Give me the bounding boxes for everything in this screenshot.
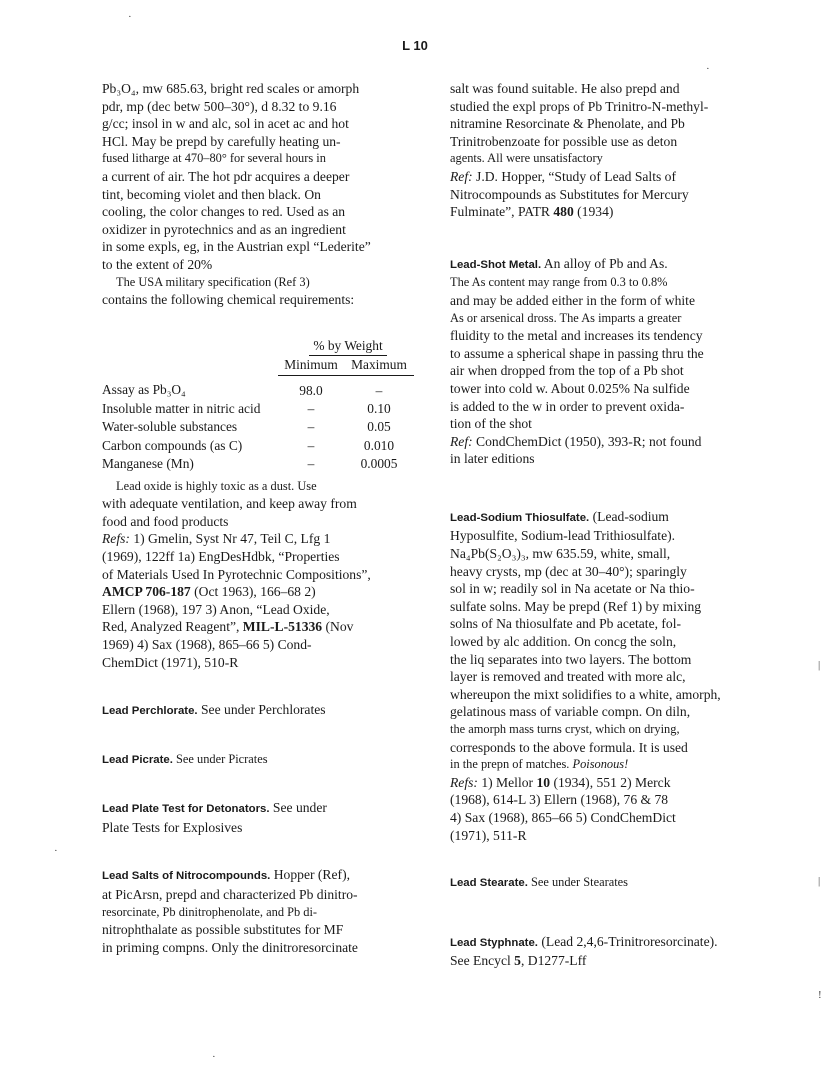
entry-text: See Encycl: [450, 953, 515, 969]
requirement-label: Carbon compounds (as C): [102, 437, 243, 453]
text-line: The As content may range from 0.3 to 0.8%: [450, 275, 668, 290]
poisonous-warning: Poisonous!: [572, 757, 629, 772]
entry-text: See under: [269, 800, 327, 816]
text-line: (1969), 122ff 1a) EngDesHdbk, “Properties: [102, 548, 340, 564]
lead-oxide-references: [102, 530, 432, 671]
text-line: food and food products: [102, 513, 229, 529]
text-line: in some expls, eg, in the Austrian expl “Lederite”: [102, 239, 371, 255]
text-line: (Nov: [322, 619, 354, 635]
scan-speck: !: [818, 989, 822, 1001]
chemical-requirements-table: [102, 337, 414, 474]
percent-by-weight-header: % by Weight: [309, 337, 386, 356]
table-row: [102, 375, 414, 400]
page-number: L 10: [402, 38, 428, 53]
text-line: nitrophthalate as possible substitutes for MF: [102, 922, 344, 938]
text-line: Hopper (Ref),: [270, 867, 350, 883]
scan-speck: ·: [54, 845, 58, 857]
table-row: [102, 400, 414, 418]
text-line: sol in w; readily sol in Na acetate or Na thio-: [450, 581, 695, 597]
text-line: (1971), 511-R: [450, 827, 527, 843]
table-row: [102, 418, 414, 436]
red-lead-oxide-description: [102, 80, 432, 274]
maximum-value: 0.10: [367, 400, 391, 416]
minimum-value: –: [307, 400, 315, 416]
requirement-label: Insoluble matter in nitric acid: [102, 400, 261, 416]
minimum-value: 98.0: [299, 382, 323, 398]
refs-label: Refs:: [450, 774, 478, 790]
text-line: pdr, mp (dec betw 500–30°), d 8.32 to 9.16: [102, 98, 337, 114]
text-line: gelatinous mass of variable compn. On diln,: [450, 704, 691, 720]
toxicity-note: [102, 478, 432, 531]
text-line: (1968), 614-L 3) Ellern (1968), 76 & 78: [450, 792, 669, 808]
text-line: of Materials Used In Pyrotechnic Compositions”,: [102, 566, 371, 582]
text-line: the amorph mass turns cryst, which on drying,: [450, 722, 680, 736]
text-line: the liq separates into two layers. The bottom: [450, 651, 692, 667]
text-line: Nitrocompounds as Substitutes for Mercury: [450, 186, 689, 202]
text-line: ChemDict (1971), 510-R: [102, 654, 239, 670]
maximum-value: 0.010: [363, 437, 395, 453]
text-line: fluidity to the metal and increases its tendency: [450, 328, 703, 344]
text-line: 1) Mellor: [477, 774, 537, 790]
text-line: Lead oxide is highly toxic as a dust. Use: [116, 478, 317, 493]
text-line: nitramine Resorcinate & Phenolate, and Pb: [450, 116, 685, 132]
text-line: Pb₃O₄, mw 685.63, bright red scales or amorph: [102, 81, 360, 96]
patr-number: 480: [553, 204, 574, 220]
mil-spec-reference: MIL-L-51336: [242, 619, 323, 635]
entry-title: Lead Stearate.: [450, 877, 528, 890]
entry-title: Lead Picrate.: [102, 753, 173, 766]
text-line: An alloy of Pb and As.: [541, 255, 668, 271]
text-line: The USA military specification (Ref 3): [116, 274, 310, 289]
text-line: at PicArsn, prepd and characterized Pb dinitro-: [102, 887, 358, 903]
text-line: fused litharge at 470–80° for several hours in: [102, 151, 326, 166]
text-line: sulfate solns. May be prepd (Ref 1) by mixing: [450, 598, 702, 614]
refs-label: Refs:: [102, 531, 130, 547]
text-line: Trinitrobenzoate for possible use as deton: [450, 133, 678, 149]
text-line: resorcinate, Pb dinitrophenolate, and Pb di-: [102, 904, 318, 919]
entry-title: Lead-Shot Metal.: [450, 258, 542, 271]
lead-salts-reference: [450, 168, 780, 221]
lead-stearate-entry: [450, 874, 780, 893]
maximum-value: –: [375, 382, 383, 398]
text-line: salt was found suitable. He also prepd and: [450, 81, 680, 96]
text-line: in the prepn of matches.: [450, 757, 573, 772]
text-line: in later editions: [450, 451, 535, 467]
text-line: a current of air. The hot pdr acquires a deeper: [102, 168, 350, 184]
text-line: CondChemDict (1950), 393-R; not found: [472, 433, 702, 449]
entry-title: Lead Plate Test for Detonators.: [102, 803, 270, 816]
text-line: tion of the shot: [450, 416, 532, 432]
lead-shot-metal-entry: [450, 255, 780, 468]
text-line: (1934), 551 2) Merck: [550, 774, 671, 790]
text-line: lowed by alc addition. On concg the soln,: [450, 634, 677, 650]
text-line: to assume a spherical shape in passing thru the: [450, 345, 704, 361]
entry-text: (Lead 2,4,6-Trinitroresorcinate).: [537, 933, 718, 949]
scan-speck: ·: [212, 1051, 216, 1063]
ref-label: Ref:: [450, 433, 473, 449]
entry-title: Lead Perchlorate.: [102, 705, 198, 718]
maximum-value: 0.05: [367, 419, 391, 435]
text-line: agents. All were unsatisfactory: [450, 151, 603, 166]
entry-text: See under Perchlorates: [197, 702, 326, 718]
lead-salts-continued: [450, 80, 780, 168]
lead-styphnate-entry: [450, 933, 780, 970]
minimum-column-header: Minimum: [278, 356, 344, 375]
lead-salts-entry: [102, 866, 432, 956]
lead-sodium-thiosulfate-entry: [450, 508, 780, 844]
scan-speck: ·: [706, 63, 710, 75]
text-line: J.D. Hopper, “Study of Lead Salts of: [472, 168, 676, 184]
entry-text: Plate Tests for Explosives: [102, 819, 243, 835]
text-line: tower into cold w. About 0.025% Na sulfide: [450, 380, 690, 396]
text-line: air when dropped from the top of a Pb shot: [450, 363, 684, 379]
text-line: to the extent of 20%: [102, 256, 213, 272]
minimum-value: –: [307, 419, 315, 435]
requirement-label: Assay as Pb₃O₄: [102, 382, 186, 398]
maximum-column-header: Maximum: [344, 356, 414, 375]
text-line: and may be added either in the form of white: [450, 292, 695, 308]
entry-title: Lead Salts of Nitrocompounds.: [102, 870, 271, 883]
text-line: Na₄Pb(S₂O₃)₃, mw 635.59, white, small,: [450, 546, 671, 562]
text-line: in priming compns. Only the dinitroresorcinate: [102, 939, 358, 955]
text-line: Red, Analyzed Reagent”,: [102, 619, 243, 635]
text-line: As or arsenical dross. The As imparts a greater: [450, 310, 682, 325]
text-line: Fulminate”, PATR: [450, 204, 554, 220]
scan-speck: |: [818, 875, 821, 887]
requirement-label: Water-soluble substances: [102, 419, 238, 435]
text-line: tint, becoming violet and then black. On: [102, 186, 321, 202]
ref-label: Ref:: [450, 168, 473, 184]
left-column: [102, 80, 432, 956]
text-line: g/cc; insol in w and alc, sol in acet ac and hot: [102, 116, 349, 132]
text-line: heavy crysts, mp (dec at 30–40°); sparingly: [450, 563, 687, 579]
text-line: Ellern (1968), 197 3) Anon, “Lead Oxide,: [102, 601, 330, 617]
text-line: 1) Gmelin, Syst Nr 47, Teil C, Lfg 1: [129, 531, 331, 547]
lead-perchlorate-entry: [102, 701, 432, 721]
maximum-value: 0.0005: [360, 456, 398, 472]
scan-speck: ·: [128, 11, 132, 23]
text-line: corresponds to the above formula. It is used: [450, 739, 688, 755]
text-line: studied the expl props of Pb Trinitro-N-methyl-: [450, 98, 709, 114]
text-line: is added to the w in order to prevent oxida-: [450, 398, 685, 414]
table-row: [102, 455, 414, 473]
table-row: [102, 437, 414, 455]
text-line: contains the following chemical requirements:: [102, 292, 355, 308]
entry-title: Lead Styphnate.: [450, 936, 538, 949]
text-line: oxidizer in pyrotechnics and as an ingredient: [102, 221, 346, 237]
text-line: (1934): [573, 204, 614, 220]
text-line: cooling, the color changes to red. Used as an: [102, 204, 346, 220]
amcp-reference: AMCP 706-187: [102, 584, 191, 600]
text-line: (Lead-sodium: [589, 508, 669, 524]
right-column: [450, 80, 780, 970]
entry-text: See under Picrates: [172, 751, 268, 766]
lead-plate-test-entry: [102, 799, 432, 836]
mellor-volume: 10: [536, 774, 551, 790]
entry-title: Lead-Sodium Thiosulfate.: [450, 511, 590, 524]
minimum-value: –: [307, 456, 315, 472]
text-line: HCl. May be prepd by carefully heating un-: [102, 133, 341, 149]
text-line: 4) Sax (1968), 865–66 5) CondChemDict: [450, 809, 676, 825]
lead-picrate-entry: [102, 751, 432, 770]
minimum-value: –: [307, 437, 315, 453]
scan-speck: |: [818, 659, 821, 671]
text-line: Hyposulfite, Sodium-lead Trithiosulfate).: [450, 528, 676, 544]
text-line: layer is removed and treated with more alc,: [450, 669, 686, 685]
entry-text: See under Stearates: [527, 875, 628, 890]
requirement-label: Manganese (Mn): [102, 456, 194, 472]
entry-text: , D1277-Lff: [520, 953, 587, 969]
military-specification-intro: [102, 274, 432, 309]
encyclopedia-volume: 5: [514, 953, 521, 969]
text-line: whereupon the mixt solidifies to a white, amorph,: [450, 686, 721, 702]
text-line: with adequate ventilation, and keep away from: [102, 496, 357, 512]
text-line: solns of Na thiosulfate and Pb acetate, fol-: [450, 616, 682, 632]
text-line: 1969) 4) Sax (1968), 865–66 5) Cond-: [102, 636, 312, 652]
text-line: (Oct 1963), 166–68 2): [190, 584, 316, 600]
